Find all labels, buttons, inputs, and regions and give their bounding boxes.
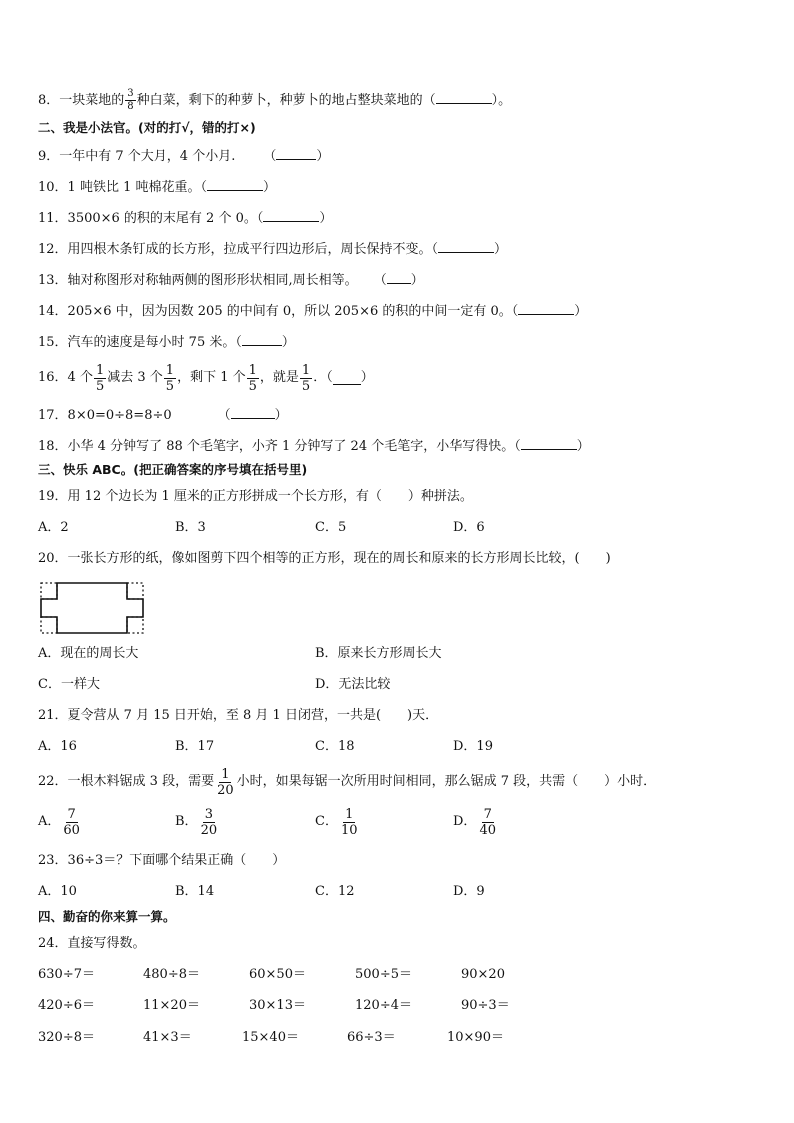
question-20: 20．一张长方形的纸，像如图剪下四个相等的正方形，现在的周长和原来的长方形周长比较，( )	[38, 551, 611, 566]
q22-option-a[interactable]: A． $\frac{7}{60}$	[38, 806, 80, 838]
question-10: 10．1 吨铁比 1 吨棉花重。（ ）	[38, 180, 276, 195]
fraction-1-5: $\frac{1}{5}$	[165, 362, 175, 394]
answer-blank-8[interactable]	[436, 91, 492, 104]
q19-option-c[interactable]: C．5	[315, 520, 347, 535]
answer-blank-13[interactable]	[387, 271, 411, 284]
calc-item: 66÷3＝	[347, 1030, 396, 1045]
q23-option-b[interactable]: B．14	[175, 884, 215, 899]
q19-option-a[interactable]: A．2	[38, 520, 69, 535]
question-12: 12．用四根木条钉成的长方形，拉成平行四边形后，周长保持不变。（ ）	[38, 242, 508, 257]
q21-option-b[interactable]: B．17	[175, 739, 215, 754]
q20-option-a[interactable]: A．现在的周长大	[38, 646, 139, 661]
q22-option-c[interactable]: C． $\frac{1}{10}$	[315, 806, 358, 838]
q20-option-d[interactable]: D．无法比较	[315, 677, 391, 692]
q22-option-b[interactable]: B． $\frac{3}{20}$	[175, 806, 218, 838]
q20-option-b[interactable]: B．原来长方形周长大	[315, 646, 442, 661]
calc-item: 10×90＝	[447, 1030, 504, 1045]
answer-blank-11[interactable]	[263, 209, 319, 222]
question-21: 21．夏令营从 7 月 15 日开始，至 8 月 1 日闭营，一共是( )天．	[38, 708, 439, 723]
question-22: 22．一根木料锯成 3 段，需要 $\frac{1}{20}$ 小时，如果每锯一次所用时间相同，那么锯成 7 段，共需（ ）小时．	[38, 766, 657, 798]
calc-item: 90÷3＝	[461, 998, 510, 1013]
q23-option-c[interactable]: C．12	[315, 884, 355, 899]
answer-blank-17[interactable]	[231, 406, 275, 419]
calc-item: 15×40＝	[242, 1030, 299, 1045]
calc-item: 500÷5＝	[355, 967, 412, 982]
question-13: 13．轴对称图形对称轴两侧的图形形状相同,周长相等。 （ ）	[38, 273, 424, 288]
fraction-1-10: $\frac{1}{10}$	[340, 806, 358, 838]
fraction-7-60: $\frac{7}{60}$	[63, 806, 80, 838]
answer-blank-12[interactable]	[438, 240, 494, 253]
section-2-heading: 二、我是小法官。(对的打√，错的打×)	[38, 120, 256, 135]
question-17: 17．8×0=0÷8=8÷0 （ ）	[38, 408, 288, 423]
question-9: 9．一年中有 7 个大月，4 个小月. （ ）	[38, 149, 330, 164]
fraction-7-40: $\frac{7}{40}$	[479, 806, 496, 838]
fraction-3-20: $\frac{3}{20}$	[200, 806, 218, 838]
question-15: 15．汽车的速度是每小时 75 米。（ ）	[38, 335, 295, 350]
q21-option-c[interactable]: C．18	[315, 739, 355, 754]
q21-option-a[interactable]: A．16	[38, 739, 77, 754]
answer-blank-18[interactable]	[521, 437, 577, 450]
answer-blank-15[interactable]	[242, 333, 282, 346]
section-3-heading: 三、快乐 ABC。(把正确答案的序号填在括号里)	[38, 462, 308, 477]
q23-option-a[interactable]: A．10	[38, 884, 77, 899]
section-4-heading: 四、勤奋的你来算一算。	[38, 909, 176, 924]
fraction-1-5: $\frac{1}{5}$	[301, 362, 311, 394]
calc-item: 30×13＝	[249, 998, 306, 1013]
calc-item: 420÷6＝	[38, 998, 95, 1013]
q21-option-d[interactable]: D．19	[453, 739, 493, 754]
q8-text-b: 种白菜，剩下的种萝卜，种萝卜的地占整块菜地的（	[136, 93, 436, 108]
fraction-1-5: $\frac{1}{5}$	[248, 362, 257, 394]
question-14: 14．205×6 中，因为因数 205 的中间有 0，所以 205×6 的积的中间一定有 0。（ ）	[38, 304, 588, 319]
calc-item: 11×20＝	[143, 998, 200, 1013]
q22-option-d[interactable]: D． $\frac{7}{40}$	[453, 806, 496, 838]
answer-blank-9[interactable]	[276, 147, 316, 160]
answer-blank-10[interactable]	[207, 178, 263, 191]
q23-option-d[interactable]: D．9	[453, 884, 485, 899]
calc-item: 90×20	[461, 967, 505, 982]
calc-item: 60×50＝	[249, 967, 306, 982]
calc-item: 41×3＝	[143, 1030, 192, 1045]
calc-item: 320÷8＝	[38, 1030, 95, 1045]
fraction-1-20: $\frac{1}{20}$	[217, 766, 234, 798]
question-8: 8．一块菜地的 $\frac{3}{8}$ 种白菜，剩下的种萝卜，种萝卜的地占整块菜地的（ ）。	[38, 88, 512, 112]
fraction-3-8: $\frac{3}{8}$	[127, 88, 134, 112]
question-19: 19．用 12 个边长为 1 厘米的正方形拼成一个长方形，有（ ）种拼法。	[38, 489, 473, 504]
q20-option-c[interactable]: C．一样大	[38, 677, 100, 692]
answer-blank-14[interactable]	[518, 302, 574, 315]
question-24: 24．直接写得数。	[38, 936, 146, 951]
q19-option-b[interactable]: B．3	[175, 520, 206, 535]
question-16: 16．4 个 $\frac{1}{5}$ 减去 3 个 $\frac{1}{5}$ ，剩下 1 个 $\frac{1}{5}$ ，就是 $\frac{1}{5}$ ．（ ）	[38, 362, 374, 394]
q8-text-a: 8．一块菜地的	[38, 93, 125, 108]
calc-item: 480÷8＝	[143, 967, 200, 982]
cut-rectangle-figure	[40, 582, 144, 634]
fraction-1-5: $\frac{1}{5}$	[95, 362, 105, 394]
calc-item: 630÷7＝	[38, 967, 95, 982]
answer-blank-16[interactable]	[333, 372, 361, 385]
q19-option-d[interactable]: D．6	[453, 520, 485, 535]
question-11: 11．3500×6 的积的末尾有 2 个 0。（ ）	[38, 211, 333, 226]
calc-item: 120÷4＝	[355, 998, 412, 1013]
question-18: 18．小华 4 分钟写了 88 个毛笔字，小齐 1 分钟写了 24 个毛笔字，小华写得快。（ ）	[38, 439, 590, 454]
question-23: 23．36÷3＝？下面哪个结果正确（ ）	[38, 853, 286, 868]
